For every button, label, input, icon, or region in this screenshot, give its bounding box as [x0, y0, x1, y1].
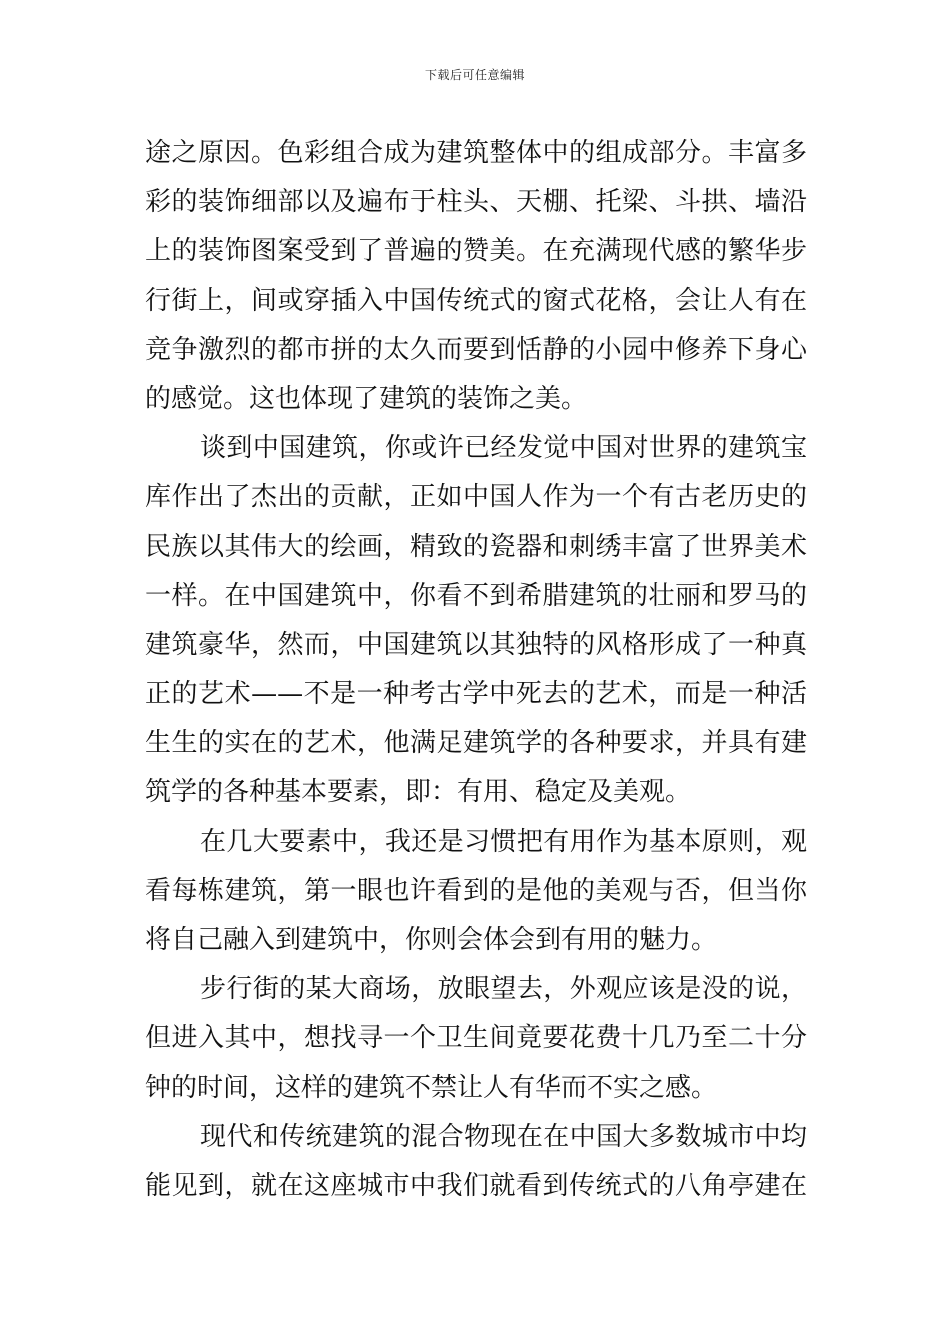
text-line: 正的艺术——不是一种考古学中死去的艺术，而是一种活 [145, 679, 807, 710]
text-line: 生生的实在的艺术，他满足建筑学的各种要求，并具有建 [145, 728, 807, 759]
text-line: 步行街的某大商场，放眼望去，外观应该是没的说， [200, 974, 807, 1005]
text-line: 途之原因。色彩组合成为建筑整体中的组成部分。丰富多 [145, 138, 807, 168]
text-line: 将自己融入到建筑中，你则会体会到有用的魅力。 [145, 925, 718, 955]
text-line: 彩的装饰细部以及遍布于柱头、天棚、托梁、斗拱、墙沿 [145, 187, 807, 218]
text-line: 但进入其中，想找寻一个卫生间竟要花费十几乃至二十分 [145, 1023, 807, 1054]
text-line: 的感觉。这也体现了建筑的装饰之美。 [145, 383, 588, 414]
paragraph-2 [145, 424, 807, 818]
text-line: 钟的时间，这样的建筑不禁让人有华而不实之感。 [145, 1072, 718, 1103]
text-line: 谈到中国建筑，你或许已经发觉中国对世界的建筑宝 [200, 433, 807, 464]
paragraph-3 [145, 818, 807, 966]
text-line: 一样。在中国建筑中，你看不到希腊建筑的壮丽和罗马的 [145, 580, 807, 611]
text-line: 竞争激烈的都市拼的太久而要到恬静的小园中修养下身心 [145, 334, 807, 365]
text-line: 筑学的各种基本要素，即：有用、稳定及美观。 [145, 777, 692, 808]
paragraph-1 [145, 129, 807, 424]
text-line: 能见到，就在这座城市中我们就看到传统式的八角亭建在 [145, 1170, 807, 1201]
text-line: 民族以其伟大的绘画，精致的瓷器和刺绣丰富了世界美术 [145, 531, 807, 562]
text-line: 上的装饰图案受到了普遍的赞美。在充满现代感的繁华步 [145, 236, 807, 267]
text-line: 行街上，间或穿插入中国传统式的窗式花格，会让人有在 [145, 285, 807, 316]
text-line: 现代和传统建筑的混合物现在在中国大多数城市中均 [200, 1121, 807, 1152]
paragraph-4 [145, 965, 807, 1113]
paragraph-5 [145, 1113, 807, 1211]
document-body [145, 129, 807, 1211]
text-line: 在几大要素中，我还是习惯把有用作为基本原则，观 [200, 826, 807, 857]
text-line: 建筑豪华，然而，中国建筑以其独特的风格形成了一种真 [145, 629, 807, 660]
text-line: 看每栋建筑，第一眼也许看到的是他的美观与否，但当你 [145, 875, 807, 906]
page-header-note: 下载后可任意编辑 [424, 68, 525, 82]
text-line: 库作出了杰出的贡献，正如中国人作为一个有古老历史的 [145, 482, 807, 513]
